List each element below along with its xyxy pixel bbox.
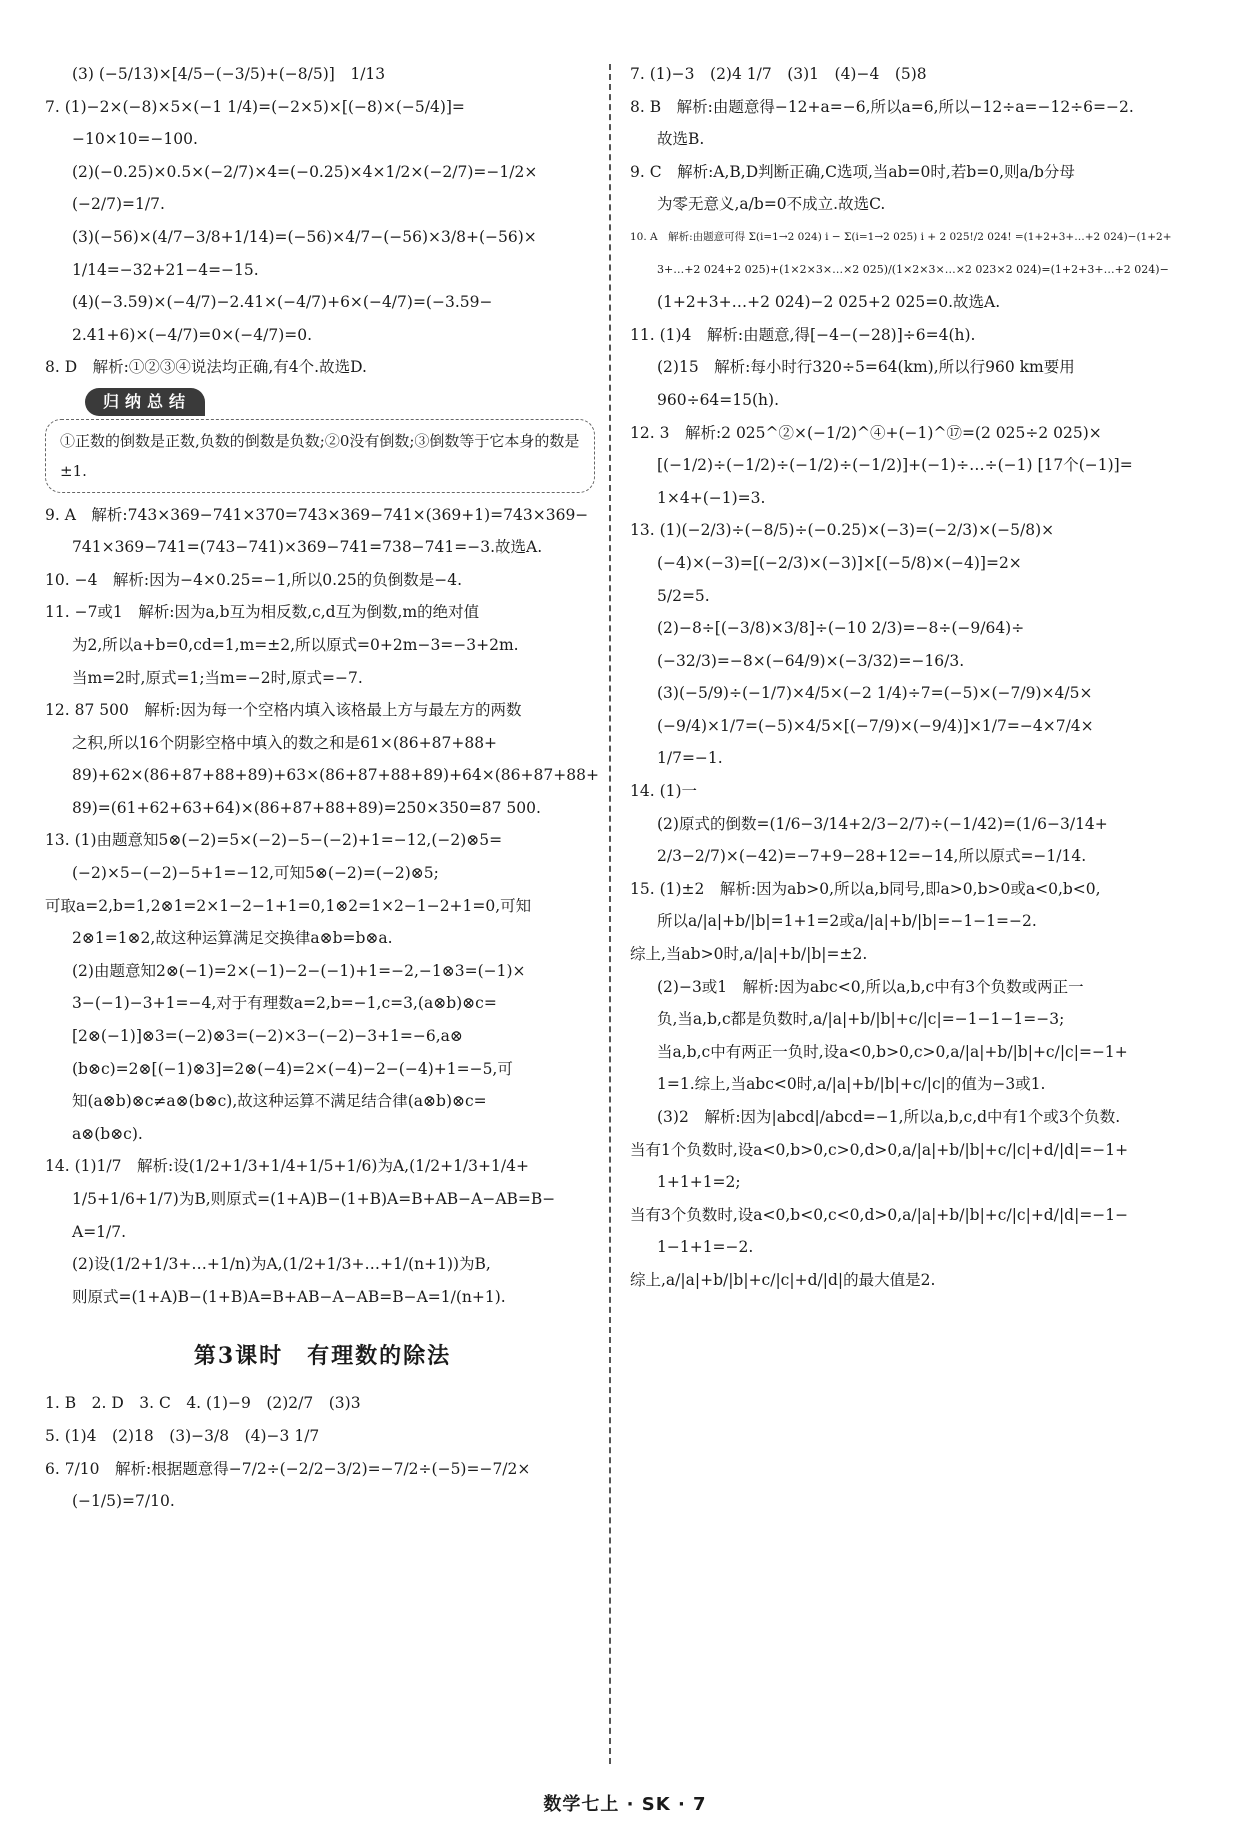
right-column <box>630 58 1185 1297</box>
right-lines <box>630 58 1185 1297</box>
answer-line: A=1/7. <box>72 1222 127 1241</box>
answer-line: 知(a⊗b)⊗c≠a⊗(b⊗c),故这种运算不满足结合律(a⊗b)⊗c= <box>72 1092 487 1111</box>
answer-line: (2)15 解析:每小时行320÷5=64(km),所以行960 km要用 <box>657 358 1075 377</box>
answer-line: 1/5+1/6+1/7)为B,则原式=(1+A)B−(1+B)A=B+AB−A−AB=B− <box>72 1190 556 1208</box>
answer-line: 9. A 解析:743×369−741×370=743×369−741×(369+1)=743×369− <box>45 505 589 524</box>
answer-line: 5/2=5. <box>657 586 710 605</box>
answer-line: a⊗(b⊗c). <box>72 1124 143 1143</box>
answer-line: 8. D 解析:①②③④说法均正确,有4个.故选D. <box>45 358 367 377</box>
answer-line: 1×4+(−1)=3. <box>657 488 766 507</box>
column-divider <box>609 64 611 1764</box>
answer-line: 1−1+1=−2. <box>657 1238 754 1257</box>
answer-line: 为零无意义,a/b=0不成立.故选C. <box>657 195 886 214</box>
answer-line: 7. (1)−3 (2)4 1/7 (3)1 (4)−4 (5)8 <box>630 65 927 83</box>
answer-line: 2/3−2/7)×(−42)=−7+9−28+12=−14,所以原式=−1/14. <box>657 847 1087 866</box>
answer-line: 741×369−741=(743−741)×369−741=738−741=−3.故选A. <box>72 538 543 557</box>
answer-line: 之积,所以16个阴影空格中填入的数之和是61×(86+87+88+ <box>72 733 498 752</box>
answer-line: 5. (1)4 (2)18 (3)−3/8 (4)−3 1/7 <box>45 1426 320 1445</box>
answer-line: 1. B 2. D 3. C 4. (1)−9 (2)2/7 (3)3 <box>45 1394 361 1413</box>
answer-line: 10. −4 解析:因为−4×0.25=−1,所以0.25的负倒数是−4. <box>45 570 463 589</box>
answer-line: (3)(−5/9)÷(−1/7)×4/5×(−2 1/4)÷7=(−5)×(−7/9)×4/5× <box>657 684 1093 703</box>
answer-line: (3) (−5/13)×[4/5−(−3/5)+(−8/5)] 1/13 <box>72 65 386 83</box>
answer-line: 11. −7或1 解析:因为a,b互为相反数,c,d互为倒数,m的绝对值 <box>45 603 480 622</box>
answer-line: 13. (1)由题意知5⊗(−2)=5×(−2)−5−(−2)+1=−12,(−2)⊗5= <box>45 831 503 850</box>
answer-line: 综上,a/|a|+b/|b|+c/|c|+d/|d|的最大值是2. <box>630 1270 936 1289</box>
left-lines-a <box>45 58 600 384</box>
answer-line: (3)2 解析:因为|abcd|/abcd=−1,所以a,b,c,d中有1个或3个负数. <box>657 1108 1121 1126</box>
answer-line: (−1/5)=7/10. <box>72 1492 175 1511</box>
answer-line: 960÷64=15(h). <box>657 390 780 409</box>
answer-line: (−2)×5−(−2)−5+1=−12,可知5⊗(−2)=(−2)⊗5; <box>72 864 439 883</box>
answer-line: 1=1.综上,当abc<0时,a/|a|+b/|b|+c/|c|的值为−3或1. <box>657 1075 1046 1094</box>
answer-line: (1+2+3+…+2 024)−2 025+2 025=0.故选A. <box>657 293 1001 312</box>
answer-line: (2)(−0.25)×0.5×(−2/7)×4=(−0.25)×4×1/2×(−2/7)=−1/2× <box>72 162 538 181</box>
answer-line: 15. (1)±2 解析:因为ab>0,所以a,b同号,即a>0,b>0或a<0,b<0, <box>630 879 1101 898</box>
answer-line: 89)+62×(86+87+88+89)+63×(86+87+88+89)+64×(86+87+88+ <box>72 766 599 785</box>
answer-line: 1/7=−1. <box>657 749 723 768</box>
answer-line: 6. 7/10 解析:根据题意得−7/2÷(−2/2−3/2)=−7/2÷(−5)=−7/2× <box>45 1459 531 1478</box>
answer-line: 1+1+1=2; <box>657 1173 741 1192</box>
left-column <box>45 58 600 1518</box>
answer-line: 89)=(61+62+63+64)×(86+87+88+89)=250×350=87 500. <box>72 798 541 817</box>
answer-line: 当有1个负数时,设a<0,b>0,c>0,d>0,a/|a|+b/|b|+c/|c|+d/|d|=−1+ <box>630 1140 1129 1159</box>
answer-line: 9. C 解析:A,B,D判断正确,C选项,当ab=0时,若b=0,则a/b分母 <box>630 162 1075 181</box>
answer-line: (−32/3)=−8×(−64/9)×(−3/32)=−16/3. <box>657 651 965 670</box>
answer-line: 为2,所以a+b=0,cd=1,m=±2,所以原式=0+2m−3=−3+2m. <box>72 635 519 654</box>
answer-line: (3)(−56)×(4/7−3/8+1/14)=(−56)×4/7−(−56)×3/8+(−56)× <box>72 227 537 246</box>
answer-line: 12. 3 解析:2 025^②×(−1/2)^④+(−1)^⑰=(2 025÷2 025)× <box>630 423 1102 442</box>
answer-line: 可取a=2,b=1,2⊗1=2×1−2−1+1=0,1⊗2=1×2−1−2+1=0,可知 <box>45 896 532 915</box>
answer-line: 综上,当ab>0时,a/|a|+b/|b|=±2. <box>630 945 868 964</box>
answer-line: (2)由题意知2⊗(−1)=2×(−1)−2−(−1)+1=−2,−1⊗3=(−1)× <box>72 961 526 980</box>
page-footer: 数学七上 · SK · 7 <box>543 1794 707 1815</box>
answer-line: 所以a/|a|+b/|b|=1+1=2或a/|a|+b/|b|=−1−1=−2. <box>657 912 1037 931</box>
answer-line: (2)设(1/2+1/3+…+1/n)为A,(1/2+1/3+…+1/(n+1))为B, <box>72 1255 491 1274</box>
answer-line: 12. 87 500 解析:因为每一个空格内填入该格最上方与最左方的两数 <box>45 701 522 720</box>
answer-line: 1/14=−32+21−4=−15. <box>72 260 259 279</box>
answer-line: 14. (1)一 <box>630 782 698 801</box>
answer-line: 10. A 解析:由题意可得 Σ(i=1→2 024) i − Σ(i=1→2 025) i + 2 025!/2 024! =(1+2+3+…+2 024)−(1+2+ <box>630 230 1172 243</box>
answer-line: [2⊗(−1)]⊗3=(−2)⊗3=(−2)×3−(−2)−3+1=−6,a⊗ <box>72 1027 463 1046</box>
answer-line: −10×10=−100. <box>72 130 198 149</box>
answer-line: 2⊗1=1⊗2,故这种运算满足交换律a⊗b=b⊗a. <box>72 929 393 948</box>
answer-line: [(−1/2)÷(−1/2)÷(−1/2)÷(−1/2)]+(−1)÷…÷(−1) [17个(−1)]= <box>657 456 1133 475</box>
answer-line: (2)−8÷[(−3/8)×3/8]÷(−10 2/3)=−8÷(−9/64)÷ <box>657 619 1025 638</box>
answer-line: 则原式=(1+A)B−(1+B)A=B+AB−A−AB=B−A=1/(n+1). <box>72 1287 506 1306</box>
answer-line: 当有3个负数时,设a<0,b<0,c<0,d>0,a/|a|+b/|b|+c/|c|+d/|d|=−1− <box>630 1205 1129 1224</box>
answer-line: (−4)×(−3)=[(−2/3)×(−3)]×[(−5/8)×(−4)]=2× <box>657 553 1022 572</box>
answer-line: 13. (1)(−2/3)÷(−8/5)÷(−0.25)×(−3)=(−2/3)×(−5/8)× <box>630 521 1055 540</box>
summary-box <box>45 419 595 493</box>
answer-line: (2)−3或1 解析:因为abc<0,所以a,b,c中有3个负数或两正一 <box>657 977 1084 996</box>
answer-line: 14. (1)1/7 解析:设(1/2+1/3+1/4+1/5+1/6)为A,(1/2+1/3+1/4+ <box>45 1157 529 1176</box>
answer-line: (b⊗c)=2⊗[(−1)⊗3]=2⊗(−4)=2×(−4)−2−(−4)+1=−5,可 <box>72 1059 513 1078</box>
summary-heading: 归纳总结 <box>85 388 205 416</box>
answer-line: 故选B. <box>657 130 705 149</box>
answer-line: 7. (1)−2×(−8)×5×(−1 1/4)=(−2×5)×[(−8)×(−5/4)]= <box>45 97 465 116</box>
answer-line: 11. (1)4 解析:由题意,得[−4−(−28)]÷6=4(h). <box>630 325 976 344</box>
answer-line: 当m=2时,原式=1;当m=−2时,原式=−7. <box>72 668 363 687</box>
answer-line: 8. B 解析:由题意得−12+a=−6,所以a=6,所以−12÷a=−12÷6=−2. <box>630 97 1134 116</box>
left-lines-c <box>45 1387 600 1517</box>
answer-line: 3+…+2 024+2 025)+(1×2×3×…×2 025)/(1×2×3×…×2 023×2 024)=(1+2+3+…+2 024)− <box>657 262 1169 276</box>
answer-line: 负,当a,b,c都是负数时,a/|a|+b/|b|+c/|c|=−1−1−1=−3; <box>657 1010 1065 1029</box>
answer-line: (−2/7)=1/7. <box>72 195 165 214</box>
answer-line: (4)(−3.59)×(−4/7)−2.41×(−4/7)+6×(−4/7)=(−3.59− <box>72 293 493 312</box>
answer-line: (−9/4)×1/7=(−5)×4/5×[(−7/9)×(−9/4)]×1/7=−4×7/4× <box>657 716 1094 735</box>
lesson-title: 第3课时 有理数的除法 <box>193 1343 452 1370</box>
answer-line: 2.41+6)×(−4/7)=0×(−4/7)=0. <box>72 325 313 344</box>
left-lines-b <box>45 499 600 1314</box>
answer-line: 当a,b,c中有两正一负时,设a<0,b>0,c>0,a/|a|+b/|b|+c/|c|=−1+ <box>657 1042 1128 1061</box>
summary-text: ①正数的倒数是正数,负数的倒数是负数;②0没有倒数;③倒数等于它本身的数是±1. <box>60 431 580 480</box>
answer-line: (2)原式的倒数=(1/6−3/14+2/3−2/7)÷(−1/42)=(1/6−3/14+ <box>657 814 1108 833</box>
answer-line: 3−(−1)−3+1=−4,对于有理数a=2,b=−1,c=3,(a⊗b)⊗c= <box>72 994 497 1013</box>
